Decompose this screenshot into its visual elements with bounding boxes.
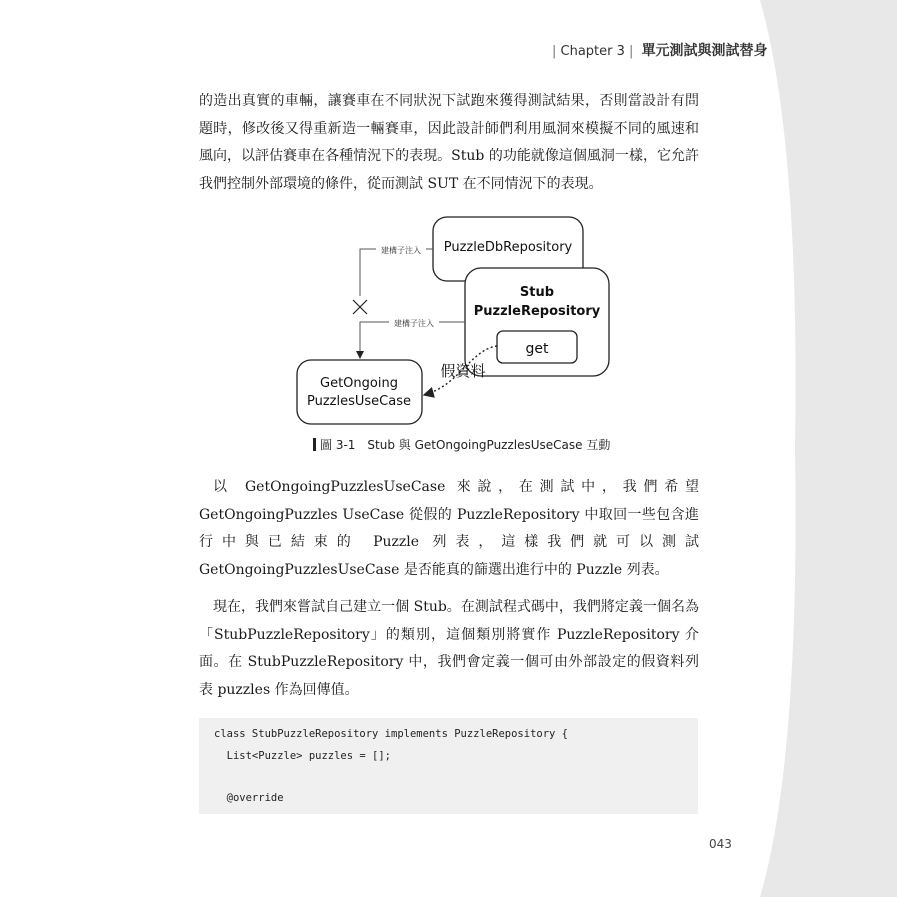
page-number: 043 <box>709 837 732 851</box>
usecase-label-1: GetOngoing <box>320 376 398 391</box>
paragraph-create-stub: 現在，我們來嘗試自己建立一個 Stub。在測試程式碼中，我們將定義一個名為「StubPuzzleRepository」的類別，這個類別將實作 PuzzleRepository 介面。在 StubPuzzleRepository 中，我們會定義一個可由外部設定的假資料列表 puzzles 作為回傳值。 <box>199 599 699 698</box>
stub-diagram <box>290 210 630 430</box>
paragraph-wind-tunnel: 的造出真實的車輛，讓賽車在不同狀況下試跑來獲得測試結果，否則當設計有問題時，修改後又得重新造一輛賽車，因此設計師們利用風洞來模擬不同的風速和風向，以評估賽車在各種情況下的表現。Stub 的功能就像這個風洞一樣，它允許我們控制外部環境的條件，從而測試 SUT 在不同情況下的表現。 <box>199 93 699 192</box>
figure-caption-text: Stub 與 GetOngoingPuzzlesUseCase 互動 <box>367 438 611 452</box>
inject-label-top: 建構子注入 <box>381 246 421 255</box>
paragraph-usecase: 以 GetOngoingPuzzlesUseCase 來說，在測試中，我們希望 GetOngoingPuzzles UseCase 從假的 PuzzleRepository 中取回一些包含進行中與已結束的 Puzzle 列表，這樣我們就可以測試 GetOngoingPuzzlesUseCase 是否能真的篩選出進行中的 Puzzle 列表。 <box>199 479 699 578</box>
code-line: class StubPuzzleRepository implements PuzzleRepository { <box>214 728 569 740</box>
get-method-label: get <box>525 341 549 357</box>
chapter-title: 單元測試與測試替身 <box>641 43 768 59</box>
usecase-box <box>297 360 422 424</box>
inject-label-bottom: 建構子注入 <box>394 319 434 328</box>
figure-caption <box>313 436 610 453</box>
running-header: | Chapter 3 | 單元測試與測試替身 <box>552 43 768 59</box>
db-repository-label: PuzzleDbRepository <box>443 240 573 255</box>
code-line: List<Puzzle> puzzles = []; <box>214 750 392 762</box>
inject-line-blocked <box>360 249 433 296</box>
figure-number: 圖 3-1 <box>320 438 356 452</box>
blocked-x-icon <box>353 300 367 314</box>
usecase-label-2: PuzzlesUseCase <box>307 394 411 409</box>
code-line: @override <box>214 792 284 804</box>
stub-repository-label-2: PuzzleRepository <box>473 304 601 319</box>
fake-data-label: 假資料 <box>440 362 486 380</box>
code-block <box>199 718 698 814</box>
stub-repository-label-1: Stub <box>519 285 555 300</box>
chapter-label: Chapter 3 <box>560 44 625 59</box>
